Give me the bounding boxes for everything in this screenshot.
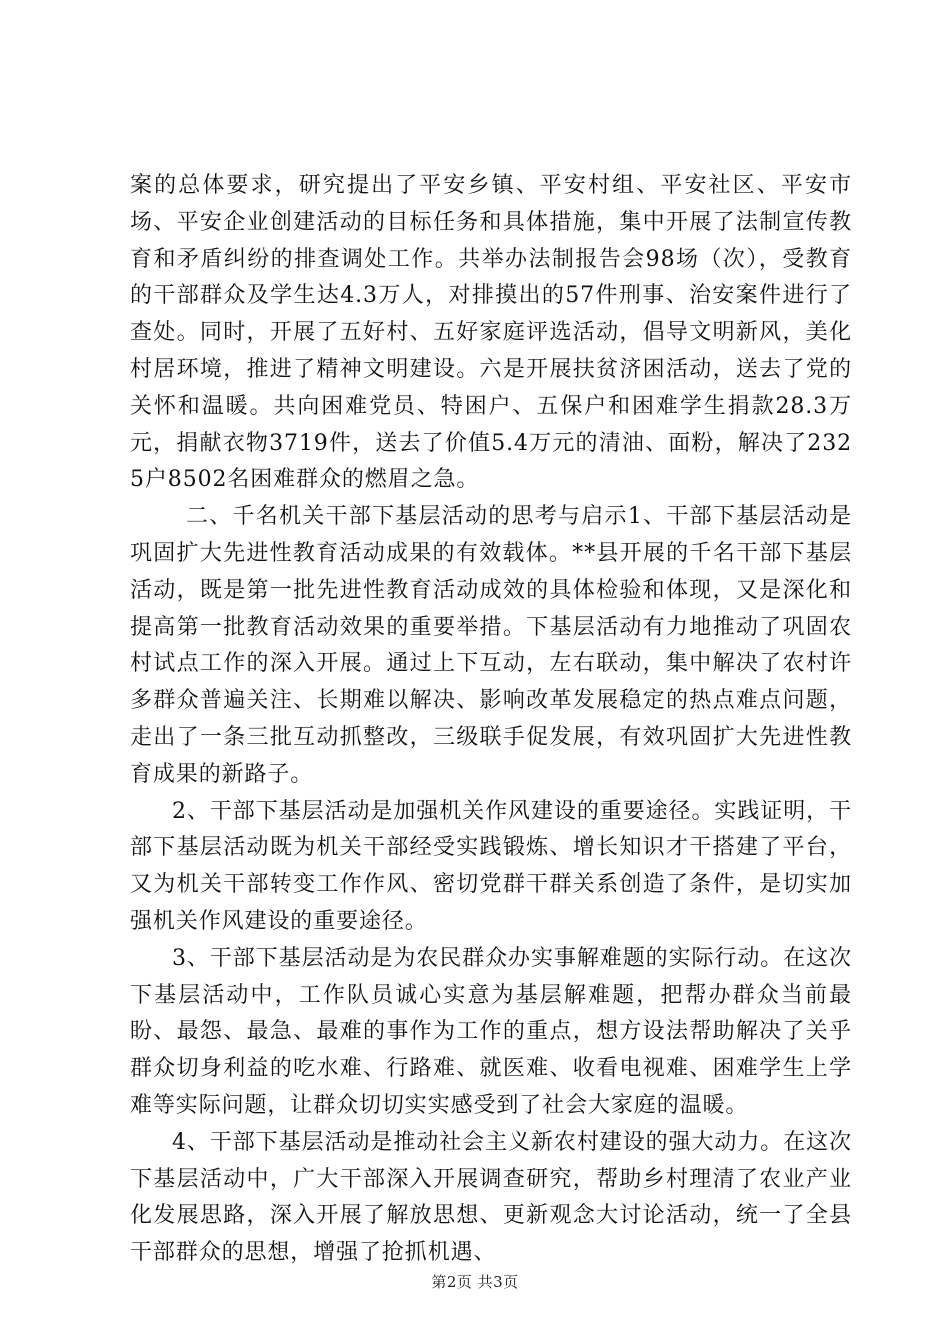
paragraph-section-two: 二、千名机关干部下基层活动的思考与启示1、干部下基层活动是巩固扩大先进性教育活动成果的有效载体。**县开展的千名干部下基层活动，既是第一批先进性教育活动成效的具体检验和体现，又是深化和提高第一批教育活动效果的重要举措。下基层活动有力地推动了巩固农村试点工作的深入开展。通过上下互动，左右联动，集中解决了农村许多群众普遍关注、长期难以解决、影响改革发展稳定的热点难点问题，走出了一条三批互动抓整改，三级联手促发展，有效巩固扩大先进性教育成果的新路子。 bbox=[130, 504, 852, 787]
paragraph-point-two: 2、干部下基层活动是加强机关作风建设的重要途径。实践证明，干部下基层活动既为机关干部经受实践锻炼、增长知识才干搭建了平台，又为机关干部转变工作作风、密切党群干群关系创造了条件，是切实加强机关作风建设的重要途径。 bbox=[130, 798, 852, 934]
paragraph-continuation: 案的总体要求，研究提出了平安乡镇、平安村组、平安社区、平安市场、平安企业创建活动的目标任务和具体措施，集中开展了法制宣传教育和矛盾纠纷的排查调处工作。共举办法制报告会98场（次），受教育的干部群众及学生达4.3万人，对排摸出的57件刑事、治安案件进行了查处。同时，开展了五好村、五好家庭评选活动，倡导文明新风，美化村居环境，推进了精神文明建设。六是开展扶贫济困活动，送去了党的关怀和温暖。共向困难党员、特困户、五保户和困难学生捐款28.3万元，捐献衣物3719件，送去了价值5.4万元的清油、面粉，解决了2325户8502名困难群众的燃眉之急。 bbox=[130, 173, 852, 493]
document-body bbox=[130, 168, 852, 1272]
paragraph-point-four: 4、干部下基层活动是推动社会主义新农村建设的强大动力。在这次下基层活动中，广大干部深入开展调查研究，帮助乡村理清了农业产业化发展思路，深入开展了解放思想、更新观念大讨论活动，统一了全县干部群众的思想，增强了抢抓机遇、 bbox=[130, 1129, 852, 1266]
page-number-footer: 第2页 共3页 bbox=[431, 1273, 519, 1291]
paragraph-point-three: 3、干部下基层活动是为农民群众办实事解难题的实际行动。在这次下基层活动中，工作队员诚心实意为基层解难题，把帮办群众当前最盼、最怨、最急、最难的事作为工作的重点，想方设法帮助解决了关乎群众切身利益的吃水难、行路难、就医难、收看电视难、困难学生上学难等实际问题，让群众切切实实感受到了社会大家庭的温暖。 bbox=[130, 945, 852, 1118]
